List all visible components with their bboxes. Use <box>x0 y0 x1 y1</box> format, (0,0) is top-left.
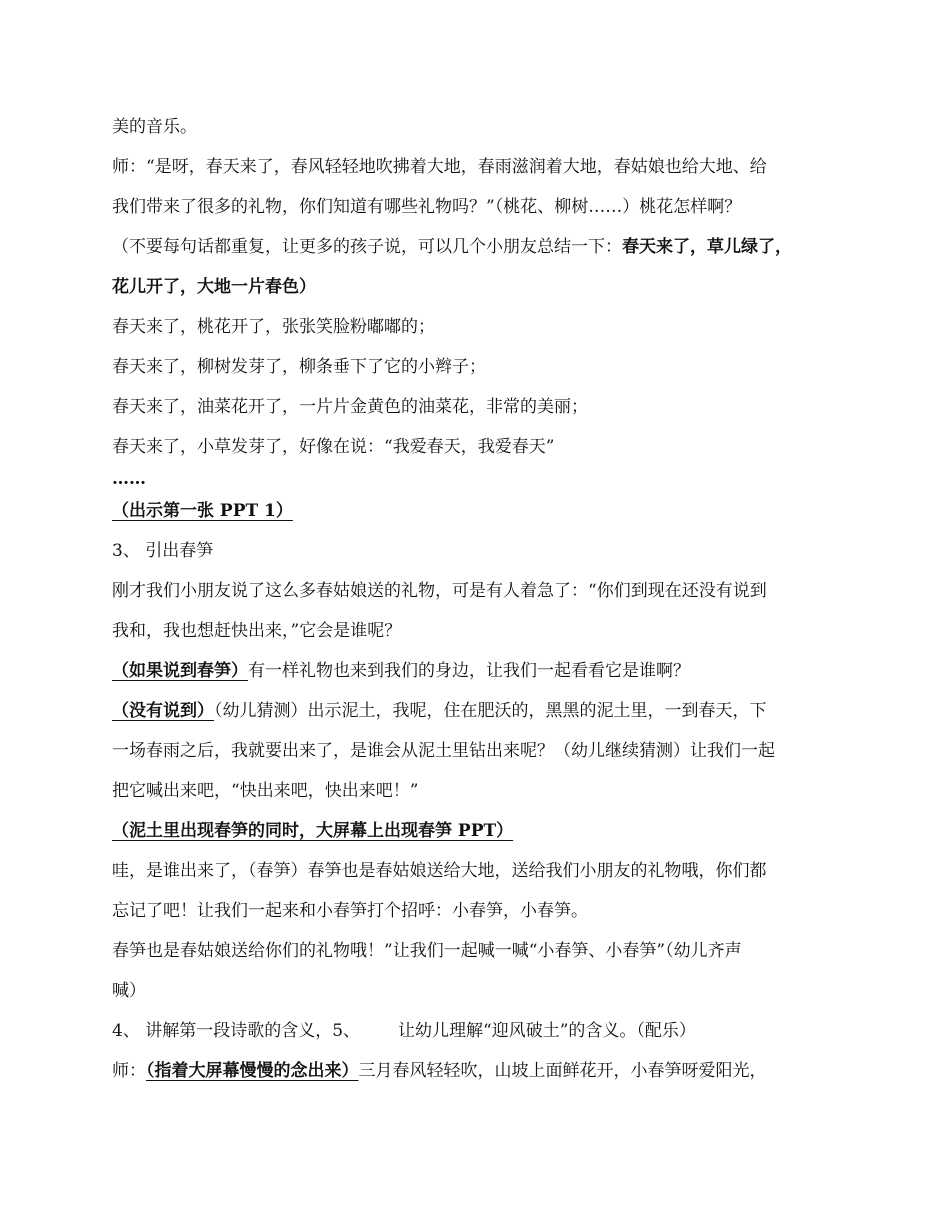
text-run: 让幼儿理解“迎风破土”的含义。（配乐） <box>398 1021 696 1041</box>
text-run: 一场春雨之后，我就要出来了，是谁会从泥土里钻出来呢？（幼儿继续猜测）让我们一起 <box>112 741 775 761</box>
paragraph-line <box>112 353 847 393</box>
text-run: （幼儿猜测）出示泥土，我呢，住在肥沃的，黑黑的泥土里，一到春天，下 <box>214 701 767 721</box>
paragraph-line <box>112 1057 847 1097</box>
paragraph-line <box>112 153 847 193</box>
ellipsis-line: …… <box>112 469 146 489</box>
paragraph-line <box>112 393 847 433</box>
text-run: 4、 讲解第一段诗歌的含义，5、 <box>112 1021 361 1041</box>
text-run: 三月春风轻轻吹，山坡上面鲜花开，小春笋呀爱阳光， <box>358 1061 767 1081</box>
paragraph-line <box>112 465 847 497</box>
text-run: 师：“是呀，春天来了，春风轻轻地吹拂着大地，春雨滋润着大地，春姑娘也给大地、给 <box>112 157 767 177</box>
document-body <box>112 113 847 1097</box>
paragraph-line <box>112 273 847 313</box>
paragraph-line <box>112 433 847 465</box>
section-heading <box>112 1017 847 1057</box>
text-run: 春天来了，小草发芽了，好像在说：“我爱春天，我爱春天” <box>112 437 555 457</box>
text-run: 有一样礼物也来到我们的身边，让我们一起看看它是谁啊？ <box>248 661 690 681</box>
underlined-note: （指着大屏幕慢慢的念出来） <box>146 1061 359 1081</box>
text-run: 春笋也是春姑娘送给你们的礼物哦！”让我们一起喊一喊“小春笋、小春笋”（幼儿齐声 <box>112 941 742 961</box>
text-run: 刚才我们小朋友说了这么多春姑娘送的礼物，可是有人着急了：“你们到现在还没有说到 <box>112 581 767 601</box>
underlined-note: （没有说到） <box>112 701 214 721</box>
text-run: 春天来了，柳树发芽了，柳条垂下了它的小辫子； <box>112 357 486 377</box>
paragraph-line <box>112 313 847 353</box>
text-run: （不要每句话都重复，让更多的孩子说，可以几个小朋友总结一下： <box>112 237 622 257</box>
paragraph-line <box>112 617 847 657</box>
bold-text-run: 花儿开了，大地一片春色） <box>112 277 316 297</box>
paragraph-line <box>112 497 847 537</box>
underlined-note: （如果说到春笋） <box>112 661 248 681</box>
paragraph-line <box>112 657 847 697</box>
text-run: 哇，是谁出来了，（春笋）春笋也是春姑娘送给大地，送给我们小朋友的礼物哦，你们都 <box>112 861 767 881</box>
text-run: 喊） <box>112 981 146 1001</box>
paragraph-line <box>112 937 847 977</box>
paragraph-line <box>112 817 847 857</box>
text-run: 我和，我也想赶快出来，”它会是谁呢？ <box>112 621 402 641</box>
text-run: 师： <box>112 1061 146 1081</box>
paragraph-line <box>112 737 847 777</box>
paragraph-line <box>112 113 847 153</box>
text-run: 春天来了，桃花开了，张张笑脸粉嘟嘟的； <box>112 317 435 337</box>
paragraph-line <box>112 777 847 817</box>
underlined-note: （泥土里出现春笋的同时，大屏幕上出现春笋 PPT） <box>112 821 514 841</box>
text-run: 我们带来了很多的礼物，你们知道有哪些礼物吗？”（桃花、柳树……）桃花怎样啊？ <box>112 197 742 217</box>
text-run: 春天来了，油菜花开了，一片片金黄色的油菜花，非常的美丽； <box>112 397 588 417</box>
underlined-note: （出示第一张 PPT 1） <box>112 501 293 521</box>
bold-text-run: 春天来了，草儿绿了， <box>622 237 792 257</box>
paragraph-line <box>112 193 847 233</box>
section-heading <box>112 537 847 577</box>
text-run: 美的音乐。 <box>112 117 197 137</box>
text-run: 3、 引出春笋 <box>112 541 214 561</box>
paragraph-line <box>112 857 847 897</box>
paragraph-line <box>112 977 847 1017</box>
paragraph-line <box>112 897 847 937</box>
paragraph-line <box>112 697 847 737</box>
paragraph-line <box>112 577 847 617</box>
text-run: 把它喊出来吧，“快出来吧，快出来吧！” <box>112 781 419 801</box>
paragraph-line <box>112 233 847 273</box>
text-run: 忘记了吧！让我们一起来和小春笋打个招呼：小春笋，小春笋。 <box>112 901 588 921</box>
